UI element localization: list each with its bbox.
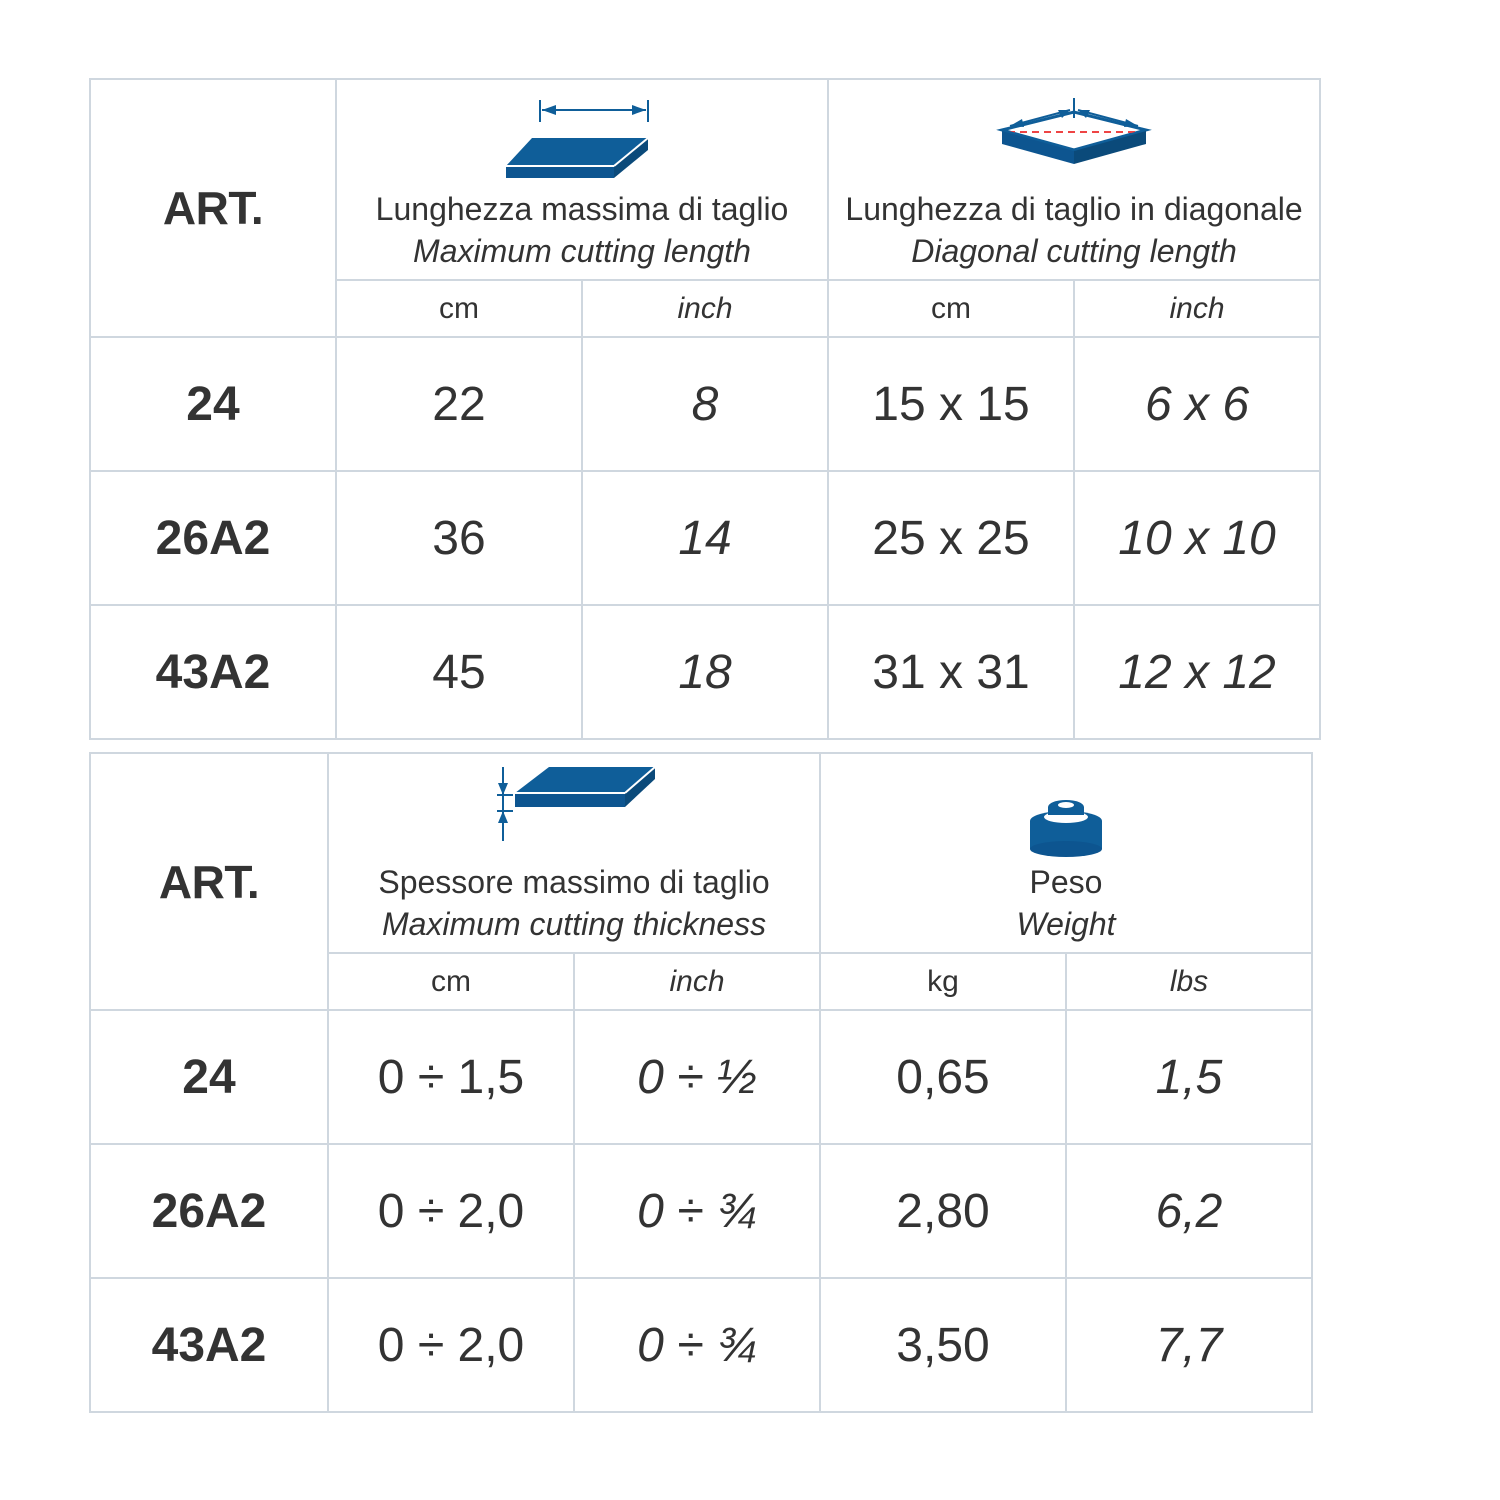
weight-kg: 2,80 — [820, 1144, 1066, 1278]
unit-kg: kg — [820, 953, 1066, 1010]
weight-kg: 0,65 — [820, 1010, 1066, 1144]
unit-inch: inch — [574, 953, 820, 1010]
table-row — [90, 1010, 1312, 1144]
art-header: ART. — [90, 79, 336, 337]
label-italian: Lunghezza massima di taglio — [375, 190, 789, 227]
length-cm: 22 — [336, 337, 582, 471]
length-cm: 45 — [336, 605, 582, 739]
label-italian: Spessore massimo di taglio — [378, 864, 770, 900]
flat-plate-length-icon — [337, 88, 827, 184]
table-row — [90, 1144, 1312, 1278]
art-number: 24 — [90, 337, 336, 471]
thickness-cm: 0 ÷ 1,5 — [328, 1010, 574, 1144]
thickness-cm: 0 ÷ 2,0 — [328, 1278, 574, 1412]
diagonal-cm: 31 x 31 — [828, 605, 1074, 739]
label-english: Maximum cutting thickness — [381, 906, 767, 942]
diagonal-inch: 6 x 6 — [1074, 337, 1320, 471]
diagonal-plate-icon — [829, 88, 1319, 184]
diagonal-cm: 25 x 25 — [828, 471, 1074, 605]
table-row — [90, 1278, 1312, 1412]
art-number: 24 — [90, 1010, 328, 1144]
art-header: ART. — [90, 753, 328, 1010]
unit-inch: inch — [582, 280, 828, 337]
label-english: Diagonal cutting length — [911, 232, 1237, 269]
art-number: 26A2 — [90, 1144, 328, 1278]
diagonal-inch: 10 x 10 — [1074, 471, 1320, 605]
thickness-weight-table — [89, 752, 1313, 1413]
diagonal-cutting-length-header — [828, 79, 1320, 280]
diagonal-cm: 15 x 15 — [828, 337, 1074, 471]
art-number: 43A2 — [90, 1278, 328, 1412]
length-cm: 36 — [336, 471, 582, 605]
table-row — [90, 605, 1320, 739]
length-inch: 14 — [582, 471, 828, 605]
thickness-cm: 0 ÷ 2,0 — [328, 1144, 574, 1278]
weight-lbs: 7,7 — [1066, 1278, 1312, 1412]
thickness-inch: 0 ÷ ¾ — [574, 1278, 820, 1412]
table-row — [90, 471, 1320, 605]
weight-icon — [821, 761, 1311, 857]
table-row — [90, 337, 1320, 471]
label-italian: Lunghezza di taglio in diagonale — [845, 190, 1303, 227]
plate-thickness-icon — [329, 761, 819, 857]
weight-lbs: 1,5 — [1066, 1010, 1312, 1144]
unit-cm: cm — [328, 953, 574, 1010]
art-number: 26A2 — [90, 471, 336, 605]
unit-inch: inch — [1074, 280, 1320, 337]
cutting-length-table — [89, 78, 1321, 740]
unit-lbs: lbs — [1066, 953, 1312, 1010]
weight-lbs: 6,2 — [1066, 1144, 1312, 1278]
thickness-inch: 0 ÷ ½ — [574, 1010, 820, 1144]
length-inch: 18 — [582, 605, 828, 739]
weight-header — [820, 753, 1312, 953]
diagonal-inch: 12 x 12 — [1074, 605, 1320, 739]
unit-cm: cm — [336, 280, 582, 337]
max-cutting-thickness-header — [328, 753, 820, 953]
weight-kg: 3,50 — [820, 1278, 1066, 1412]
max-cutting-length-header — [336, 79, 828, 280]
length-inch: 8 — [582, 337, 828, 471]
label-english: Maximum cutting length — [413, 232, 751, 269]
thickness-inch: 0 ÷ ¾ — [574, 1144, 820, 1278]
unit-cm: cm — [828, 280, 1074, 337]
art-number: 43A2 — [90, 605, 336, 739]
label-italian: Peso — [1029, 864, 1103, 900]
label-english: Weight — [1016, 906, 1116, 942]
